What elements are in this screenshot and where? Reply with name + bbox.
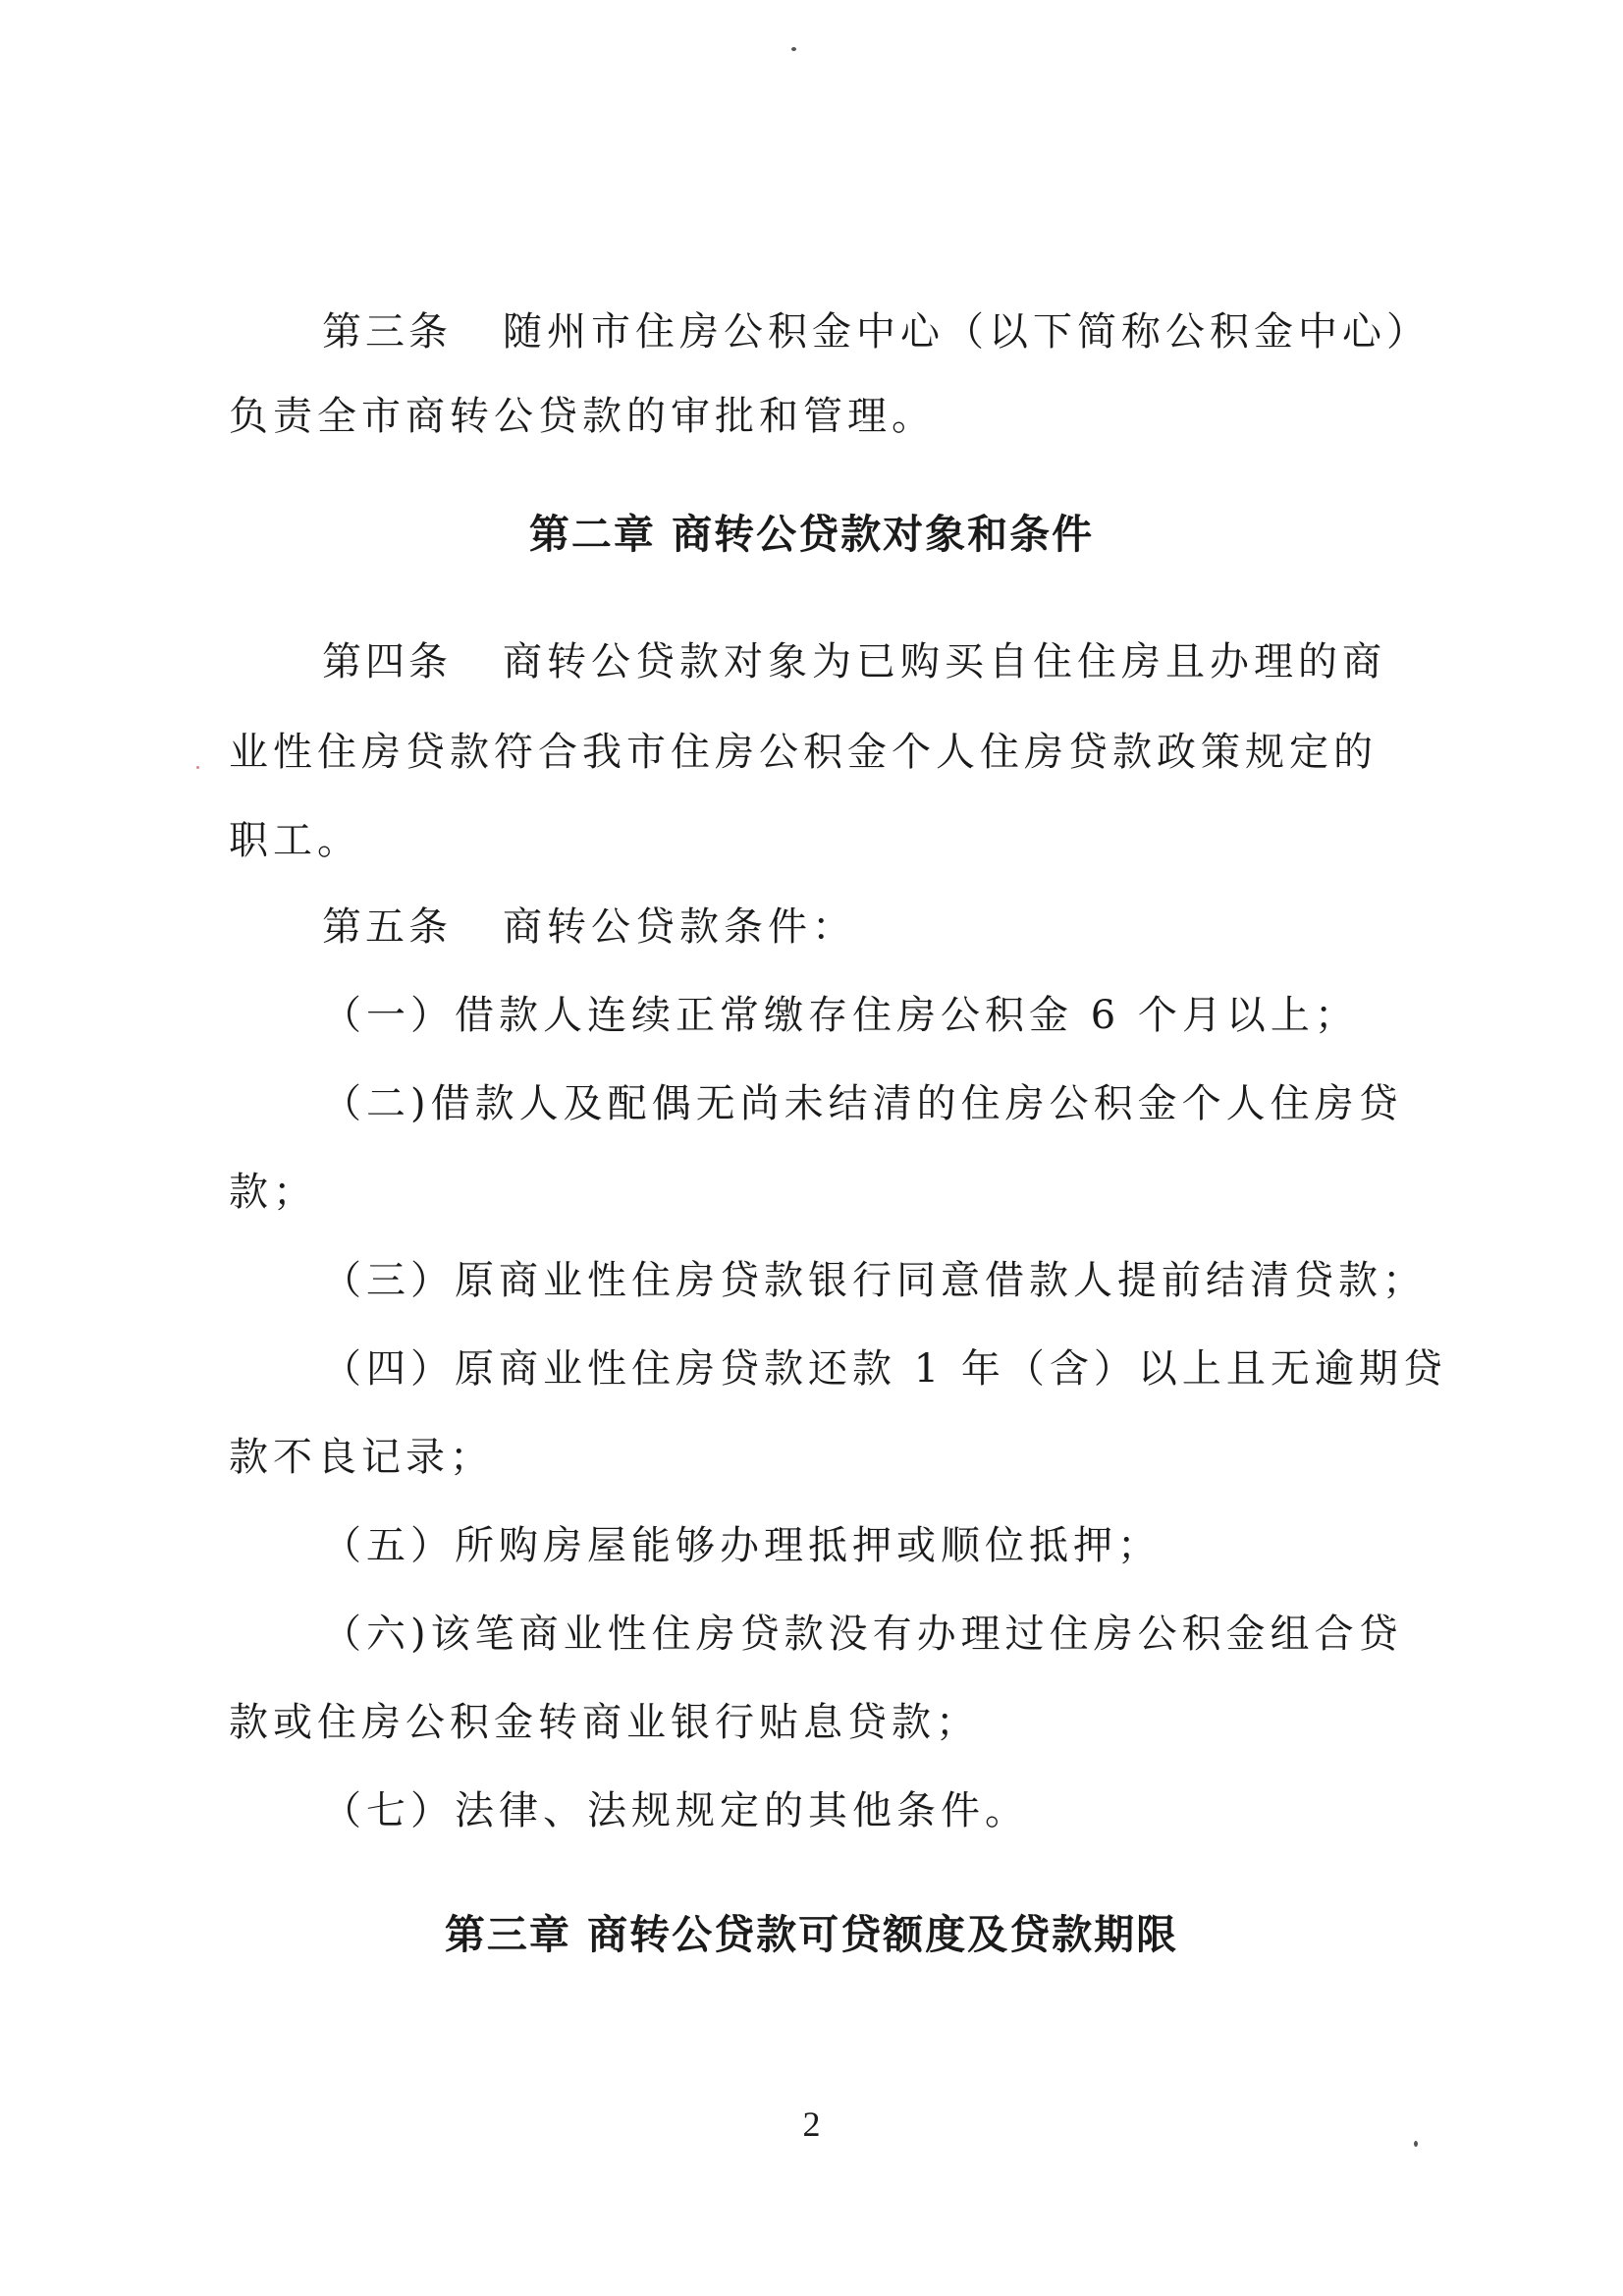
chapter-3-heading: 第三章 商转公贷款可贷额度及贷款期限	[444, 1911, 1179, 1958]
scan-speck	[1414, 2141, 1418, 2147]
article-3-label: 第三条	[322, 309, 452, 355]
article-4-line-1	[322, 636, 1490, 687]
condition-2-line-2: 款；	[229, 1170, 317, 1215]
article-5-text: 商转公贷款条件：	[503, 904, 856, 950]
article-4-line-3: 职工。	[229, 818, 361, 863]
article-4-text: 商转公贷款对象为已购买自住住房且办理的商	[503, 639, 1386, 684]
scan-speck	[196, 766, 199, 769]
condition-6-line-2: 款或住房公积金转商业银行贴息贷款；	[229, 1700, 980, 1745]
article-4-label: 第四条	[322, 639, 452, 684]
page-number: 2	[802, 2105, 821, 2144]
article-5-line-1	[322, 902, 1490, 953]
scan-speck	[791, 47, 796, 51]
condition-4-line-2: 款不良记录；	[229, 1435, 494, 1480]
condition-1: （一）借款人连续正常缴存住房公积金 6 个月以上；	[322, 993, 1359, 1038]
condition-3: （三）原商业性住房贷款银行同意借款人提前结清贷款；	[322, 1258, 1427, 1303]
article-3-line-2: 负责全市商转公贷款的审批和管理。	[229, 394, 936, 439]
article-5-label: 第五条	[322, 904, 452, 950]
article-3-line-1	[322, 306, 1490, 357]
condition-6-line-1: （六)该笔商业性住房贷款没有办理过住房公积金组合贷	[322, 1612, 1403, 1657]
chapter-2-heading: 第二章 商转公贷款对象和条件	[528, 511, 1095, 558]
article-3-text: 随州市住房公积金中心（以下简称公积金中心）	[503, 309, 1431, 355]
condition-4-line-1: （四）原商业性住房贷款还款 1 年（含）以上且无逾期贷	[322, 1346, 1447, 1392]
condition-7: （七）法律、法规规定的其他条件。	[322, 1788, 1029, 1833]
condition-2-line-1: （二)借款人及配偶无尚未结清的住房公积金个人住房贷	[322, 1081, 1403, 1126]
article-4-line-2: 业性住房贷款符合我市住房公积金个人住房贷款政策规定的	[229, 730, 1378, 775]
condition-5: （五）所购房屋能够办理抵押或顺位抵押；	[322, 1523, 1162, 1568]
